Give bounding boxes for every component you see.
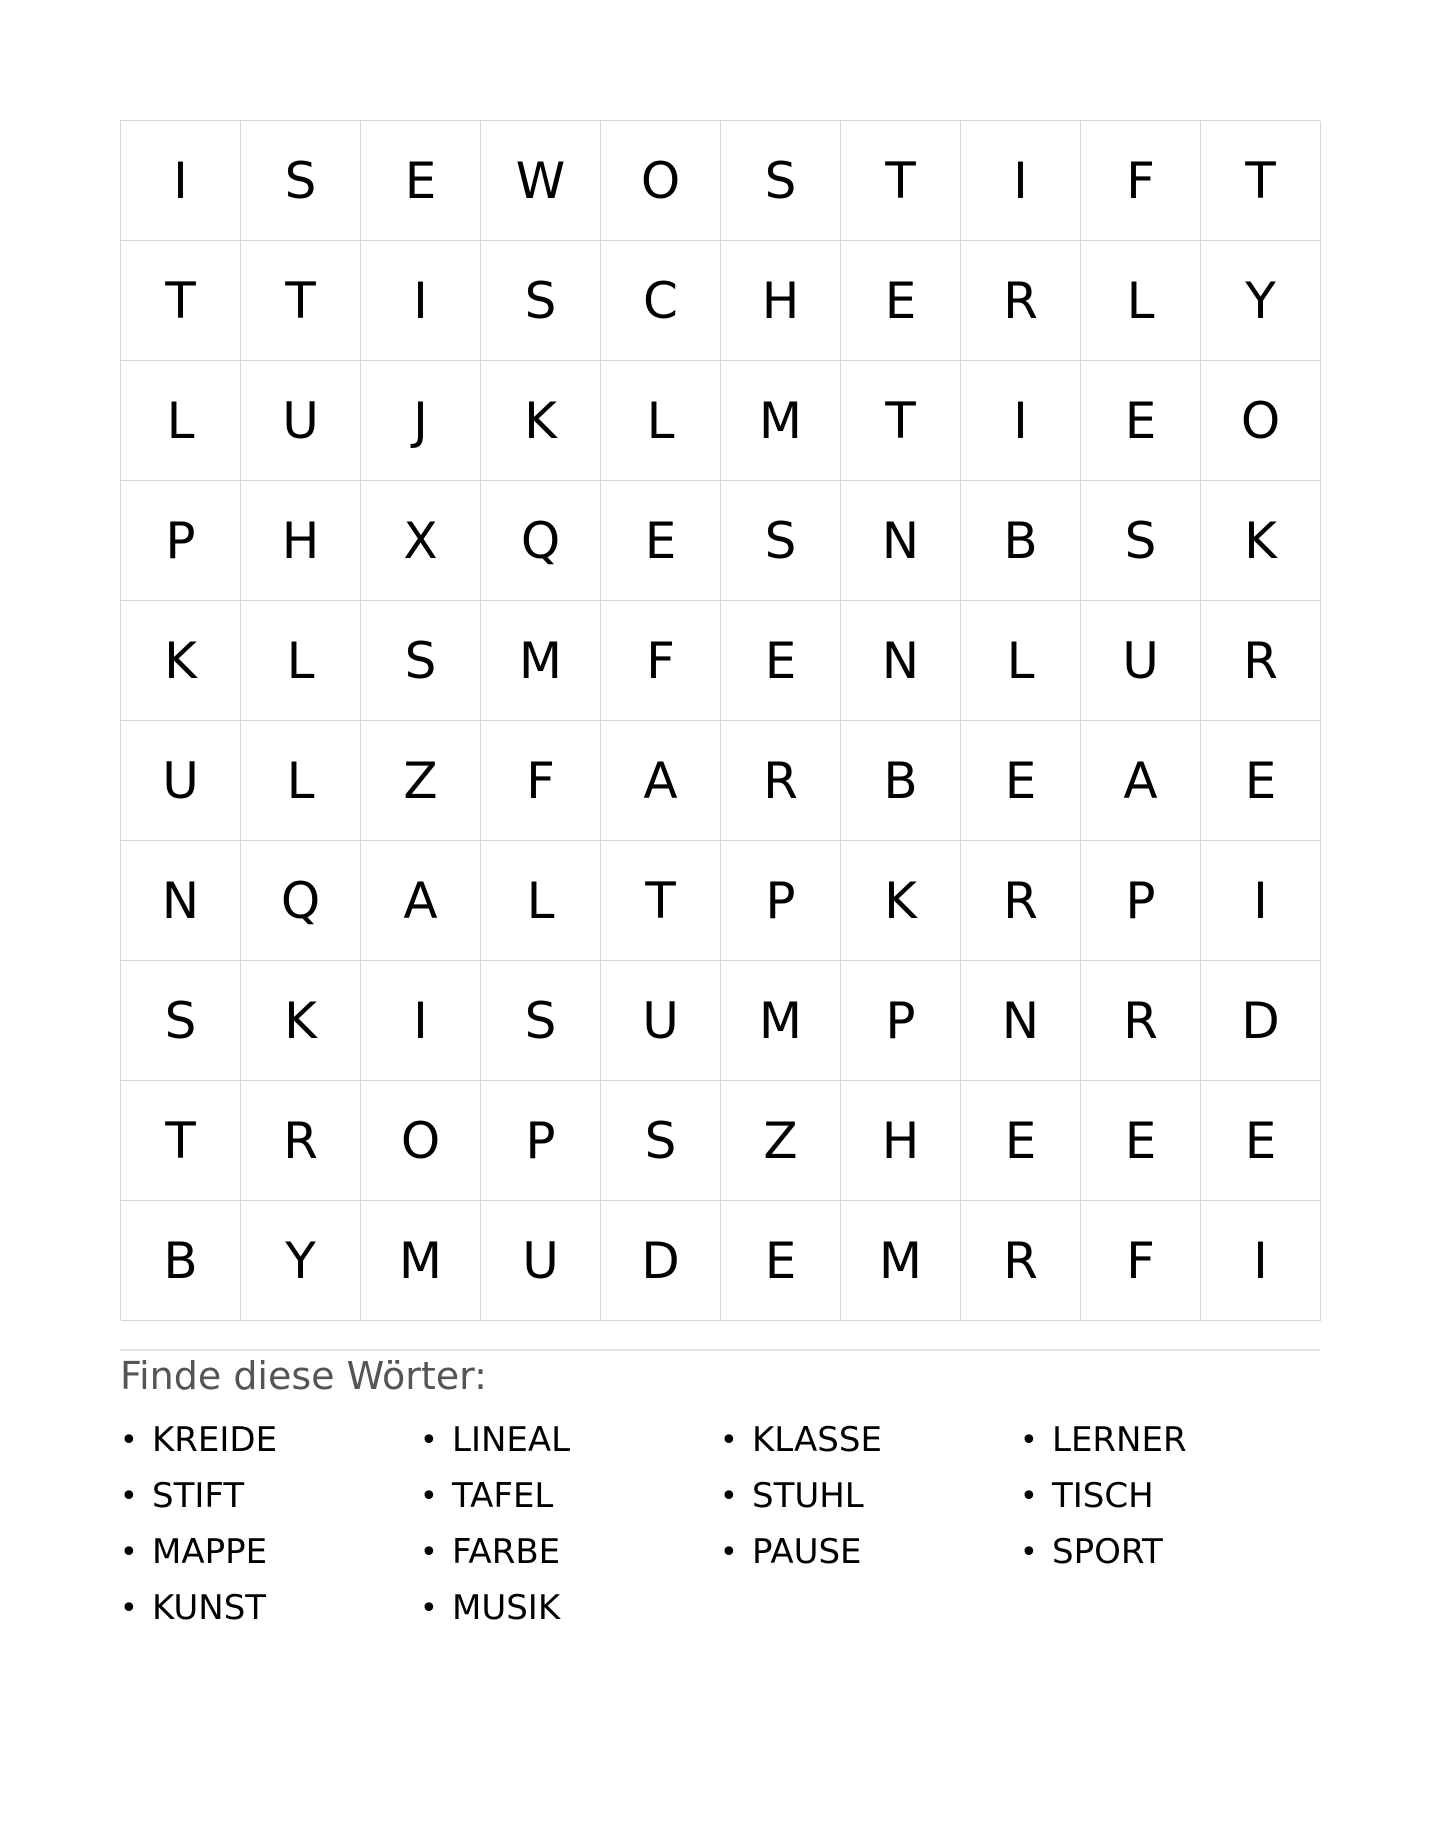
grid-cell[interactable]: B — [121, 1201, 241, 1321]
grid-cell[interactable]: K — [1201, 481, 1321, 601]
grid-cell[interactable]: X — [361, 481, 481, 601]
grid-cell[interactable]: T — [121, 241, 241, 361]
grid-cell[interactable]: T — [1201, 121, 1321, 241]
bullet-icon: • — [420, 1590, 438, 1626]
bullet-icon: • — [720, 1534, 738, 1570]
grid-cell[interactable]: K — [841, 841, 961, 961]
grid-cell[interactable]: Z — [721, 1081, 841, 1201]
grid-cell[interactable]: L — [121, 361, 241, 481]
grid-cell[interactable]: K — [121, 601, 241, 721]
grid-cell[interactable]: A — [361, 841, 481, 961]
grid-cell[interactable]: N — [121, 841, 241, 961]
grid-cell[interactable]: U — [481, 1201, 601, 1321]
grid-cell[interactable]: M — [361, 1201, 481, 1321]
grid-cell[interactable]: O — [601, 121, 721, 241]
word-label: MAPPE — [152, 1532, 268, 1572]
grid-cell[interactable]: T — [841, 361, 961, 481]
word-label: LERNER — [1052, 1420, 1187, 1460]
grid-cell[interactable]: F — [1081, 121, 1201, 241]
word-list — [120, 1412, 1320, 1636]
grid-cell[interactable]: S — [721, 121, 841, 241]
grid-cell[interactable]: R — [241, 1081, 361, 1201]
word-list-title: Finde diese Wörter: — [120, 1354, 487, 1398]
grid-cell[interactable]: S — [601, 1081, 721, 1201]
grid-cell[interactable]: I — [1201, 841, 1321, 961]
grid-cell[interactable]: U — [601, 961, 721, 1081]
word-list-item — [720, 1524, 1020, 1580]
word-list-item — [1020, 1524, 1320, 1580]
grid-cell[interactable]: E — [1081, 361, 1201, 481]
grid-cell[interactable]: R — [961, 841, 1081, 961]
grid-cell[interactable]: S — [721, 481, 841, 601]
bullet-icon: • — [120, 1590, 138, 1626]
grid-cell[interactable]: R — [721, 721, 841, 841]
grid-cell[interactable]: T — [841, 121, 961, 241]
grid-cell[interactable]: L — [601, 361, 721, 481]
grid-cell[interactable]: Q — [241, 841, 361, 961]
grid-cell[interactable]: N — [841, 601, 961, 721]
grid-cell[interactable]: M — [721, 961, 841, 1081]
grid-cell[interactable]: B — [841, 721, 961, 841]
grid-cell[interactable]: Q — [481, 481, 601, 601]
grid-cell[interactable]: S — [241, 121, 361, 241]
grid-cell[interactable]: E — [721, 601, 841, 721]
grid-cell[interactable]: L — [961, 601, 1081, 721]
word-label: KUNST — [152, 1588, 267, 1628]
grid-cell[interactable]: F — [601, 601, 721, 721]
grid-cell[interactable]: A — [1081, 721, 1201, 841]
bullet-icon: • — [1020, 1478, 1038, 1514]
word-list-item — [420, 1580, 720, 1636]
grid-cell[interactable]: S — [121, 961, 241, 1081]
grid-cell[interactable]: Y — [241, 1201, 361, 1321]
word-list-item — [420, 1412, 720, 1468]
grid-cell[interactable]: I — [121, 121, 241, 241]
grid-cell[interactable]: U — [121, 721, 241, 841]
bullet-icon: • — [1020, 1422, 1038, 1458]
word-list-item — [720, 1412, 1020, 1468]
grid-cell[interactable]: L — [481, 841, 601, 961]
grid-cell[interactable]: E — [961, 1081, 1081, 1201]
bullet-icon: • — [120, 1478, 138, 1514]
grid-cell[interactable]: S — [481, 961, 601, 1081]
grid-cell[interactable]: U — [241, 361, 361, 481]
word-label: SPORT — [1052, 1532, 1163, 1572]
grid-cell[interactable]: C — [601, 241, 721, 361]
word-list-item — [120, 1580, 420, 1636]
grid-cell[interactable]: H — [241, 481, 361, 601]
grid-cell[interactable]: W — [481, 121, 601, 241]
grid-cell[interactable]: P — [841, 961, 961, 1081]
grid-cell[interactable]: E — [361, 121, 481, 241]
grid-cell[interactable]: M — [721, 361, 841, 481]
grid-cell[interactable]: F — [1081, 1201, 1201, 1321]
grid-cell[interactable]: Y — [1201, 241, 1321, 361]
grid-cell[interactable]: E — [1201, 1081, 1321, 1201]
grid-cell[interactable]: I — [361, 961, 481, 1081]
bullet-icon: • — [120, 1422, 138, 1458]
grid-cell[interactable]: R — [961, 1201, 1081, 1321]
divider — [120, 1349, 1320, 1351]
grid-cell[interactable]: T — [121, 1081, 241, 1201]
word-label: KREIDE — [152, 1420, 278, 1460]
grid-cell[interactable]: P — [721, 841, 841, 961]
word-label: PAUSE — [752, 1532, 862, 1572]
grid-cell[interactable]: H — [841, 1081, 961, 1201]
bullet-icon: • — [420, 1534, 438, 1570]
grid-cell[interactable]: T — [601, 841, 721, 961]
grid-cell[interactable]: E — [721, 1201, 841, 1321]
grid-cell[interactable]: N — [841, 481, 961, 601]
bullet-icon: • — [420, 1422, 438, 1458]
grid-cell[interactable]: O — [1201, 361, 1321, 481]
bullet-icon: • — [1020, 1534, 1038, 1570]
grid-cell[interactable]: R — [961, 241, 1081, 361]
grid-cell[interactable]: O — [361, 1081, 481, 1201]
word-list-item — [1020, 1468, 1320, 1524]
grid-cell[interactable]: F — [481, 721, 601, 841]
bullet-icon: • — [720, 1422, 738, 1458]
grid-cell[interactable]: U — [1081, 601, 1201, 721]
word-list-item — [120, 1524, 420, 1580]
grid-cell[interactable]: E — [841, 241, 961, 361]
grid-cell[interactable]: J — [361, 361, 481, 481]
grid-cell[interactable]: S — [1081, 481, 1201, 601]
word-list-item — [720, 1468, 1020, 1524]
grid-cell[interactable]: P — [121, 481, 241, 601]
grid-cell[interactable]: N — [961, 961, 1081, 1081]
grid-cell[interactable]: M — [481, 601, 601, 721]
grid-cell[interactable]: L — [241, 721, 361, 841]
grid-cell[interactable]: I — [961, 121, 1081, 241]
word-list-item — [420, 1524, 720, 1580]
word-label: TISCH — [1052, 1476, 1154, 1516]
word-label: FARBE — [452, 1532, 561, 1572]
grid-cell[interactable]: K — [481, 361, 601, 481]
grid-cell[interactable]: Z — [361, 721, 481, 841]
grid-cell[interactable]: T — [241, 241, 361, 361]
grid-cell[interactable]: S — [361, 601, 481, 721]
word-search-grid — [120, 120, 1320, 1320]
grid-cell[interactable]: E — [1201, 721, 1321, 841]
grid-cell[interactable]: I — [361, 241, 481, 361]
grid-cell[interactable]: L — [241, 601, 361, 721]
word-list-item — [120, 1468, 420, 1524]
grid-cell[interactable]: R — [1201, 601, 1321, 721]
grid-cell[interactable]: E — [1081, 1081, 1201, 1201]
word-label: STUHL — [752, 1476, 864, 1516]
grid-cell[interactable]: M — [841, 1201, 961, 1321]
bullet-icon: • — [120, 1534, 138, 1570]
word-label: KLASSE — [752, 1420, 882, 1460]
grid-cell[interactable]: R — [1081, 961, 1201, 1081]
grid-cell[interactable]: S — [481, 241, 601, 361]
grid-cell[interactable]: L — [1081, 241, 1201, 361]
grid-cell[interactable]: I — [961, 361, 1081, 481]
grid-cell[interactable]: P — [1081, 841, 1201, 961]
bullet-icon: • — [420, 1478, 438, 1514]
grid-cell[interactable]: I — [1201, 1201, 1321, 1321]
grid-cell[interactable]: A — [601, 721, 721, 841]
grid-cell[interactable]: P — [481, 1081, 601, 1201]
grid-cell[interactable]: D — [1201, 961, 1321, 1081]
word-list-item — [120, 1412, 420, 1468]
grid-cell[interactable]: E — [961, 721, 1081, 841]
word-label: MUSIK — [452, 1588, 561, 1628]
grid-cell[interactable]: E — [601, 481, 721, 601]
word-label: LINEAL — [452, 1420, 571, 1460]
grid-cell[interactable]: B — [961, 481, 1081, 601]
grid-cell[interactable]: D — [601, 1201, 721, 1321]
grid-cell[interactable]: H — [721, 241, 841, 361]
bullet-icon: • — [720, 1478, 738, 1514]
word-label: STIFT — [152, 1476, 245, 1516]
word-list-item — [420, 1468, 720, 1524]
word-label: TAFEL — [452, 1476, 554, 1516]
grid-cell[interactable]: K — [241, 961, 361, 1081]
word-list-item — [1020, 1412, 1320, 1468]
